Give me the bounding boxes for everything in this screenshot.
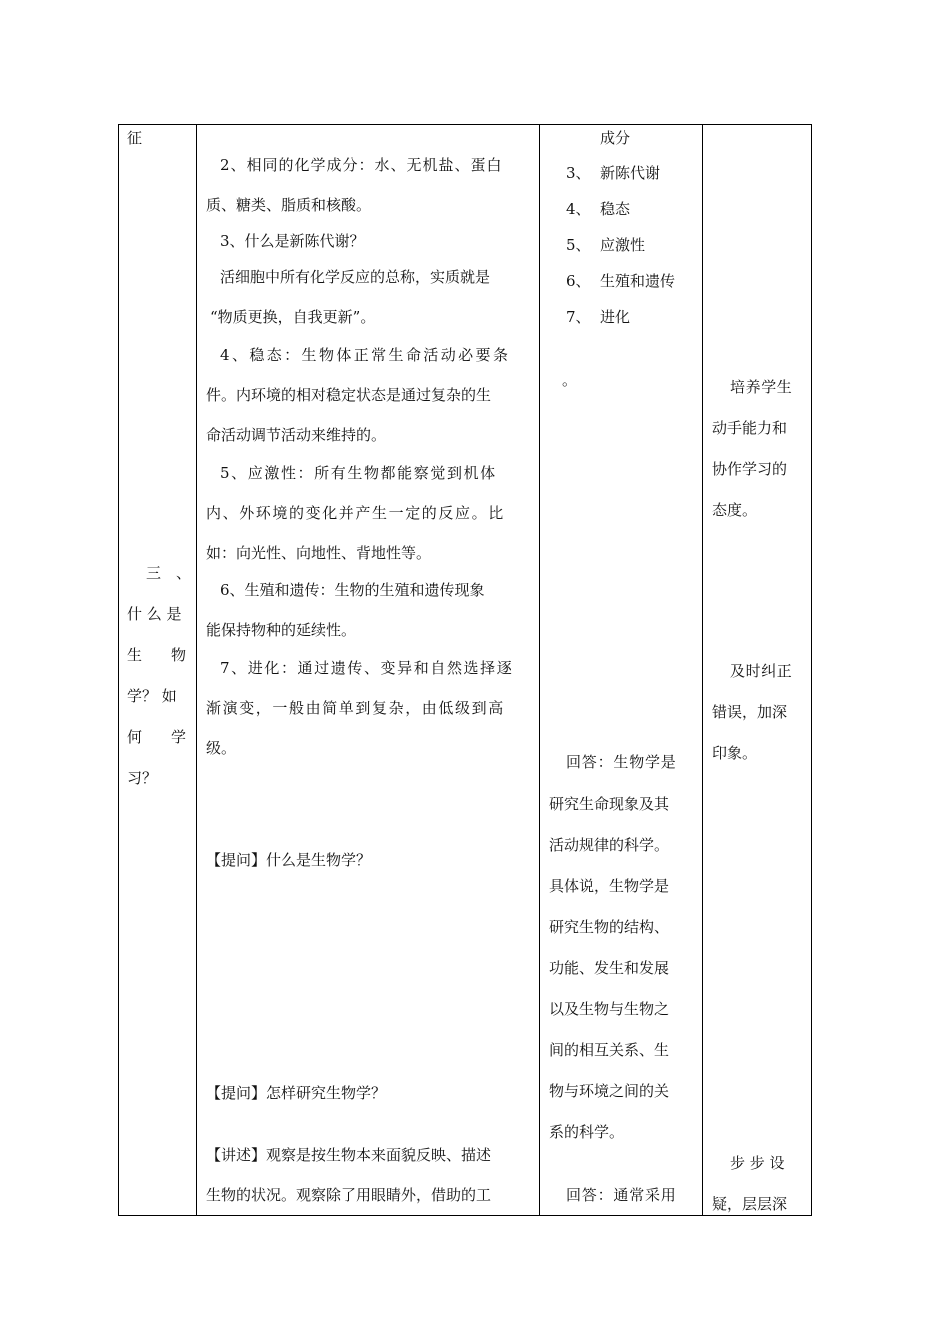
note1-line-3: 协作学习的 (712, 460, 788, 478)
note1-line-1: 培养学生 (730, 378, 793, 396)
col2-line-11: 如：向光性、向地性、背地性等。 (206, 544, 432, 562)
note2-line-2: 错误，加深 (712, 703, 788, 721)
section-title-line-2: 什 么 是 (127, 605, 182, 623)
answer1-line-10: 系的科学。 (549, 1123, 625, 1141)
col2-line-10: 内、外环境的变化并产生一定的反应。比 (206, 504, 505, 522)
answer1-line-4: 具体说，生物学是 (549, 877, 670, 895)
col2-line-4: 活细胞中所有化学反应的总称，实质就是 (220, 268, 491, 286)
col2-line-14: 7、进化：通过遗传、变异和自然选择逐 (220, 659, 514, 677)
section-title-line-3a: 生 (127, 646, 143, 664)
col2-line-5: “物质更换，自我更新”。 (210, 308, 376, 326)
col2-line-13: 能保持物种的延续性。 (206, 621, 357, 639)
list-text-7: 进化 (600, 308, 631, 326)
col2-line-12: 6、生殖和遗传：生物的生殖和遗传现象 (220, 581, 485, 599)
list-text-5: 应激性 (600, 236, 646, 254)
section-title-line-3b: 物 (171, 646, 187, 664)
answer1-line-8: 间的相互关系、生 (549, 1041, 670, 1059)
list-num-6: 6、 (566, 272, 591, 290)
col2-line-15: 渐演变，一般由简单到复杂，由低级到高 (206, 699, 505, 717)
note2-line-1: 及时纠正 (730, 662, 793, 680)
col2-line-8: 命活动调节活动来维持的。 (206, 426, 387, 444)
col1-top-text: 征 (127, 129, 143, 147)
col2-line-6: 4、稳态：生物体正常生命活动必要条 (220, 346, 511, 364)
col3-top-text: 成分 (600, 129, 631, 147)
section-title-line-4: 学？ 如 (127, 687, 177, 705)
list-text-4: 稳态 (600, 200, 631, 218)
column-divider-3 (702, 124, 703, 1215)
col3-dot: 。 (562, 371, 578, 389)
list-text-6: 生殖和遗传 (600, 272, 676, 290)
col2-line-9: 5、应激性：所有生物都能察觉到机体 (220, 464, 497, 482)
section-title-line-5a: 何 (127, 728, 143, 746)
col2-line-2: 质、糖类、脂质和核酸。 (206, 196, 372, 214)
question-how-to-study: 【提问】怎样研究生物学？ (206, 1084, 387, 1102)
answer1-line-6: 功能、发生和发展 (549, 959, 670, 977)
section-title-line-1: 三 、 (146, 564, 192, 582)
question-what-is-biology: 【提问】什么是生物学？ (206, 851, 372, 869)
col2-line-1: 2、相同的化学成分：水、无机盐、蛋白 (220, 156, 503, 174)
list-text-3: 新陈代谢 (600, 164, 661, 182)
note2-line-3: 印象。 (712, 744, 758, 762)
col2-line-3: 3、什么是新陈代谢？ (220, 232, 365, 250)
note1-line-2: 动手能力和 (712, 419, 788, 437)
answer1-line-2: 研究生命现象及其 (549, 795, 670, 813)
col2-line-16: 级。 (206, 739, 237, 757)
note3-line-2: 疑，层层深 (712, 1195, 788, 1213)
answer1-line-1: 回答：生物学是 (566, 753, 677, 771)
column-divider-1 (196, 124, 197, 1215)
answer1-line-3: 活动规律的科学。 (549, 836, 670, 854)
note1-line-4: 态度。 (712, 501, 758, 519)
col2-line-7: 件。内环境的相对稳定状态是通过复杂的生 (206, 386, 492, 404)
list-num-5: 5、 (566, 236, 591, 254)
list-num-7: 7、 (566, 308, 591, 326)
answer1-line-7: 以及生物与生物之 (549, 1000, 670, 1018)
column-divider-2 (539, 124, 540, 1215)
answer1-line-9: 物与环境之间的关 (549, 1082, 670, 1100)
lecture-line-1: 【讲述】观察是按生物本来面貌反映、描述 (206, 1146, 492, 1164)
section-title-line-6: 习？ (127, 769, 158, 787)
note3-line-1: 步 步 设 (730, 1154, 785, 1172)
answer2-line-1: 回答：通常采用 (566, 1186, 677, 1204)
section-title-line-5b: 学 (171, 728, 187, 746)
list-num-4: 4、 (566, 200, 591, 218)
answer1-line-5: 研究生物的结构、 (549, 918, 670, 936)
lecture-line-2: 生物的状况。观察除了用眼睛外，借助的工 (206, 1186, 492, 1204)
list-num-3: 3、 (566, 164, 591, 182)
